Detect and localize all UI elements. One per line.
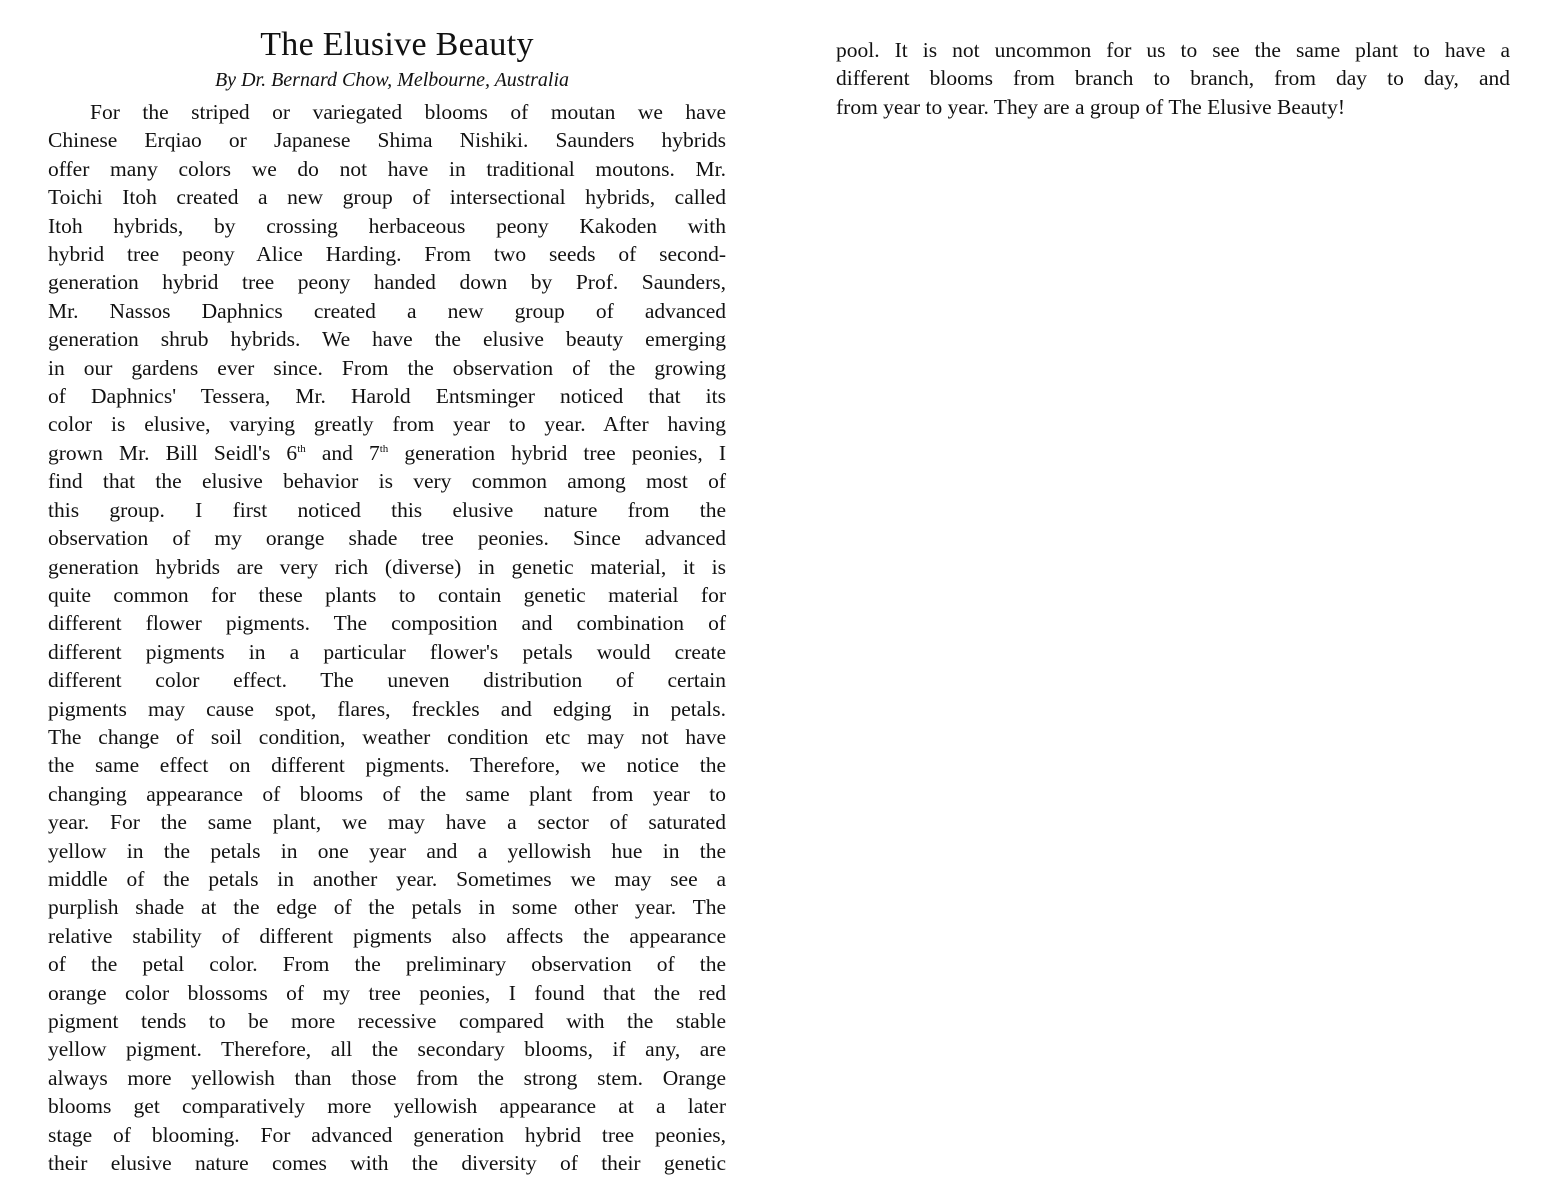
right-column — [836, 36, 1510, 121]
article-title: The Elusive Beauty — [260, 26, 534, 63]
text-line: generation shrub hybrids. We have the elusive beauty emerging — [48, 327, 726, 352]
text-line: Mr. Nassos Daphnics created a new group of advanced — [48, 298, 726, 323]
text-line: different blooms from branch to branch, from day to day, and — [836, 66, 1510, 91]
article-body-left — [48, 98, 726, 1177]
text-line: purplish shade at the edge of the petals in some other year. The — [48, 895, 726, 920]
article-byline: By Dr. Bernard Chow, Melbourne, Australia — [214, 69, 570, 91]
text-line: changing appearance of blooms of the same plant from year to — [48, 781, 726, 806]
text-line: of Daphnics' Tessera, Mr. Harold Entsminger noticed that its — [48, 384, 726, 409]
text-line: pigments may cause spot, flares, freckles and edging in petals. — [48, 696, 726, 721]
text-line: in our gardens ever since. From the observation of the growing — [48, 355, 726, 380]
text-line: For the striped or variegated blooms of moutan we have — [90, 100, 726, 124]
text-line: quite common for these plants to contain genetic material for — [48, 582, 726, 607]
text-line: generation hybrid tree peony handed down by Prof. Saunders, — [48, 270, 726, 295]
text-line: this group. I first noticed this elusive nature from the — [48, 497, 726, 522]
text-line: blooms get comparatively more yellowish appearance at a later — [48, 1094, 726, 1119]
text-line: their elusive nature comes with the diversity of their genetic — [48, 1151, 726, 1176]
text-line: observation of my orange shade tree peonies. Since advanced — [48, 526, 726, 551]
text-line: pigment tends to be more recessive compared with the stable — [48, 1009, 726, 1033]
text-line: grown Mr. Bill Seidl's 6th and 7th generation hybrid tree peonies, I — [48, 440, 726, 465]
text-line: generation hybrids are very rich (diverse) in genetic material, it is — [48, 554, 726, 579]
text-line: orange color blossoms of my tree peonies, I found that the red — [48, 980, 726, 1005]
text-line: color is elusive, varying greatly from year to year. After having — [48, 412, 726, 437]
text-line: of the petal color. From the preliminary observation of the — [48, 952, 726, 977]
text-line: yellow in the petals in one year and a yellowish hue in the — [48, 838, 726, 863]
article-body-right — [836, 36, 1510, 121]
text-line: Toichi Itoh created a new group of intersectional hybrids, called — [48, 185, 726, 210]
text-line: middle of the petals in another year. Sometimes we may see a — [48, 866, 726, 891]
text-line: different flower pigments. The composition and combination of — [48, 611, 726, 636]
text-line: find that the elusive behavior is very common among most of — [48, 469, 726, 494]
text-line: different color effect. The uneven distribution of certain — [48, 668, 726, 693]
text-line: Chinese Erqiao or Japanese Shima Nishiki. Saunders hybrids — [48, 128, 726, 153]
text-line: stage of blooming. For advanced generation hybrid tree peonies, — [48, 1122, 726, 1147]
text-line: yellow pigment. Therefore, all the secondary blooms, if any, are — [48, 1037, 726, 1062]
left-column — [48, 24, 726, 1177]
text-line: the same effect on different pigments. Therefore, we notice the — [48, 753, 726, 778]
text-line: offer many colors we do not have in traditional moutons. Mr. — [48, 156, 726, 181]
text-line: hybrid tree peony Alice Harding. From two seeds of second- — [48, 242, 726, 267]
text-line: year. For the same plant, we may have a sector of saturated — [48, 810, 726, 835]
text-line: pool. It is not uncommon for us to see the same plant to have a — [836, 38, 1510, 62]
text-line: different pigments in a particular flower's petals would create — [48, 639, 726, 664]
text-line: always more yellowish than those from the strong stem. Orange — [48, 1065, 726, 1090]
text-line: relative stability of different pigments also affects the appearance — [48, 923, 726, 948]
text-line: Itoh hybrids, by crossing herbaceous peony Kakoden with — [48, 213, 726, 238]
text-line: from year to year. They are a group of The Elusive Beauty! — [836, 94, 1346, 119]
text-line: The change of soil condition, weather condition etc may not have — [48, 724, 726, 749]
